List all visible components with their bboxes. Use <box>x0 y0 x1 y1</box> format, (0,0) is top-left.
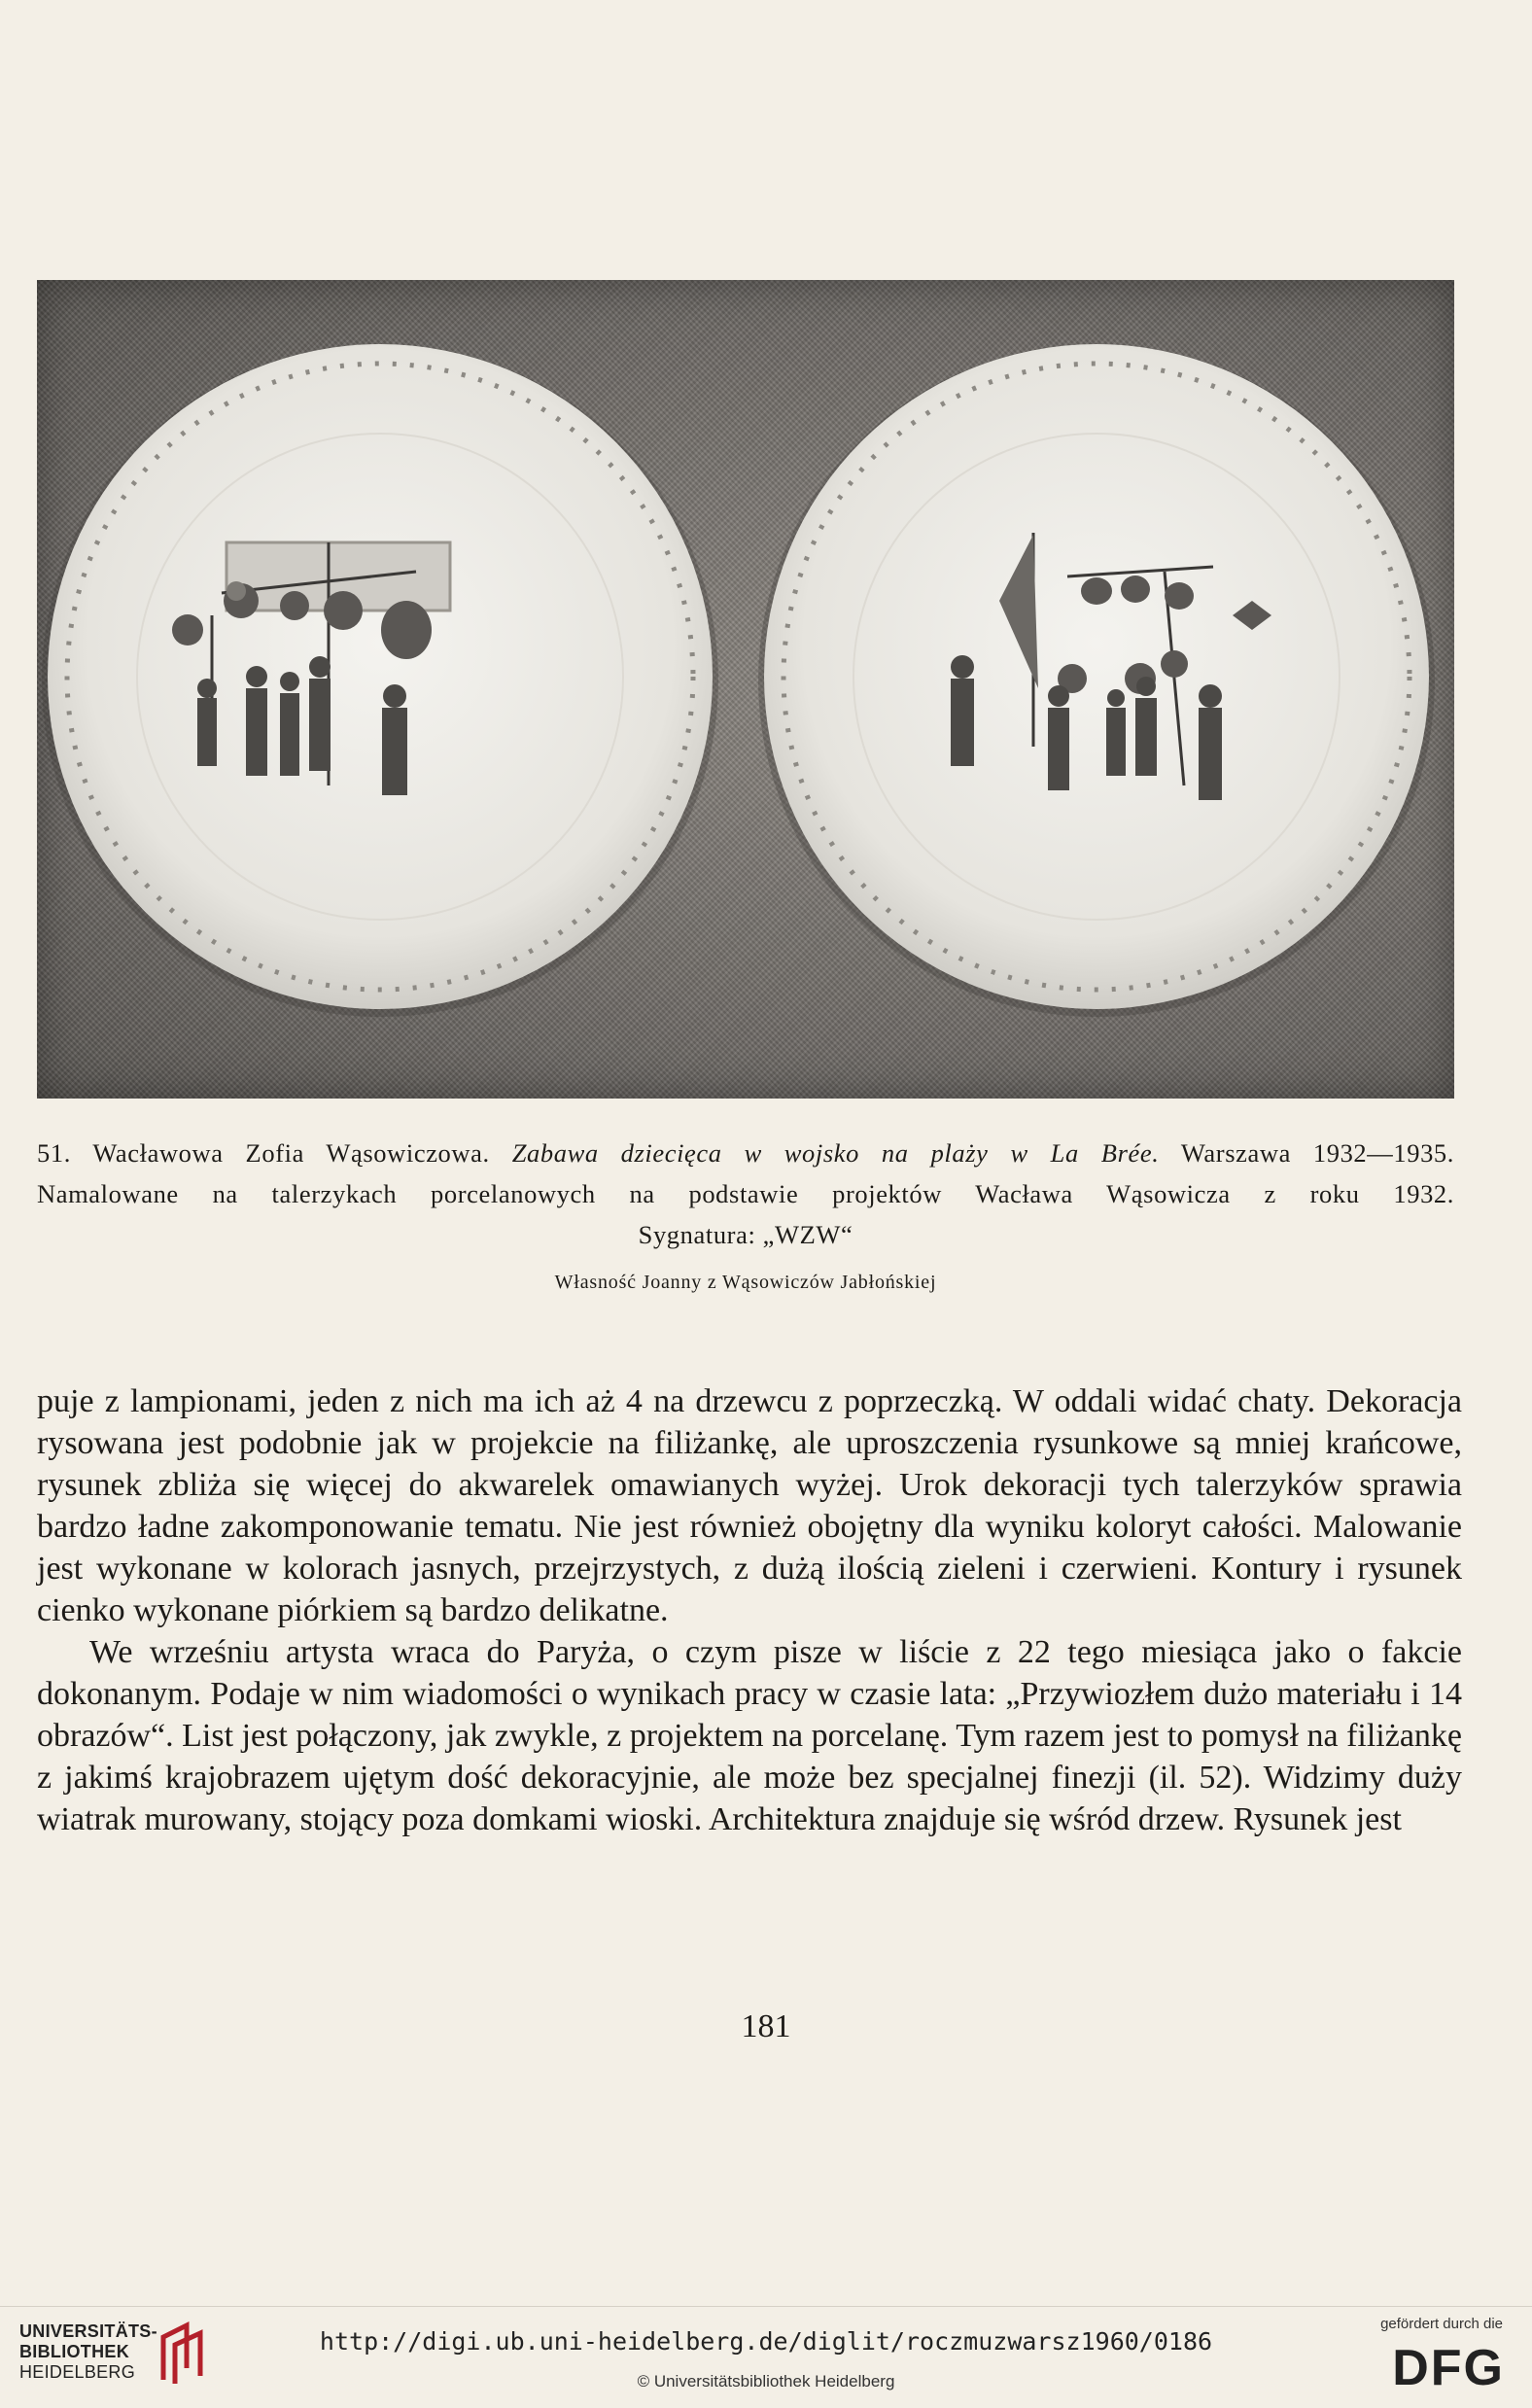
footer-divider <box>0 2306 1532 2307</box>
caption-title: Zabawa dziecięca w wojsko na plaży w La Brée. <box>511 1138 1160 1168</box>
figure-ownership: Własność Joanny z Wąsowiczów Jabłońskiej <box>554 1272 937 1293</box>
figure-caption-signature: Sygnatura: „WZW“ <box>638 1220 853 1249</box>
left-plate <box>42 344 718 1017</box>
right-plate <box>758 344 1435 1017</box>
figure-caption-line-1 <box>37 1137 1454 1169</box>
paragraph: puje z lampionami, jeden z nich ma ich aż 4 na drzewcu z poprzeczką. W oddali widać chaty. Dekoracja rysowana jest podobnie jak w projekcie na filiżankę, ale uproszczenia rysunkowe są mniej krańcowe, rysunek zbliża się więcej do akwarelek omawianych wyżej. Urok dekoracji tych talerzyków sprawia bardzo ładne zakomponowanie tematu. Nie jest również obojętny dla wyniku koloryt całości. Malowanie jest wykonane w kolorach jasnych, przejrzystych, z dużą ilością zieleni i czerwieni. Kontury i rysunek cienko wykonane piórkiem są bardzo delikatne. <box>37 1383 1462 1628</box>
caption-author: 51. Wacławowa Zofia Wąsowiczowa. <box>37 1138 512 1168</box>
permalink[interactable]: http://digi.ub.uni-heidelberg.de/diglit/roczmuzwarsz1960/0186 <box>319 2327 1213 2356</box>
funding-label: gefördert durch die <box>1380 2316 1503 2332</box>
copyright: © Universitätsbibliothek Heidelberg <box>637 2372 895 2391</box>
library-name-line: UNIVERSITÄTS- <box>19 2321 157 2341</box>
paragraph: We wrześniu artysta wraca do Paryża, o czym pisze w liście z 22 tego miesiąca jako o fakcie dokonanym. Podaje w nim wiadomości o wynikach pracy w czasie lata: „Przywiozłem dużo materiału i 14 obrazów“. List jest połączony, jak zwykle, z projektem na porcelanę. Tym razem jest to pomysł na filiżankę z jakimś krajobrazem ujętym dość dekoracyjnie, ale może bez specjalnej finezji (il. 52). Widzimy duży wiatrak murowany, stojący poza domkami wioski. Architektura znajduje się wśród drzew. Rysunek jest <box>37 1634 1462 1837</box>
figure-caption-line-2: Namalowane na talerzykach porcelanowych na podstawie projektów Wacława Wąsowicza z roku 1932. <box>37 1179 1454 1208</box>
footer <box>0 2306 1532 2408</box>
library-name-line: HEIDELBERG <box>19 2362 136 2382</box>
plates-illustration <box>37 280 1454 1099</box>
page-number: 181 <box>741 2008 791 2044</box>
plates-photograph <box>37 280 1454 1099</box>
library-name-line: BIBLIOTHEK <box>19 2342 129 2361</box>
caption-place-date: Warszawa 1932—1935. <box>1159 1138 1454 1168</box>
body-text <box>37 1380 1462 1840</box>
dfg-logo: DFG <box>1392 2340 1505 2396</box>
